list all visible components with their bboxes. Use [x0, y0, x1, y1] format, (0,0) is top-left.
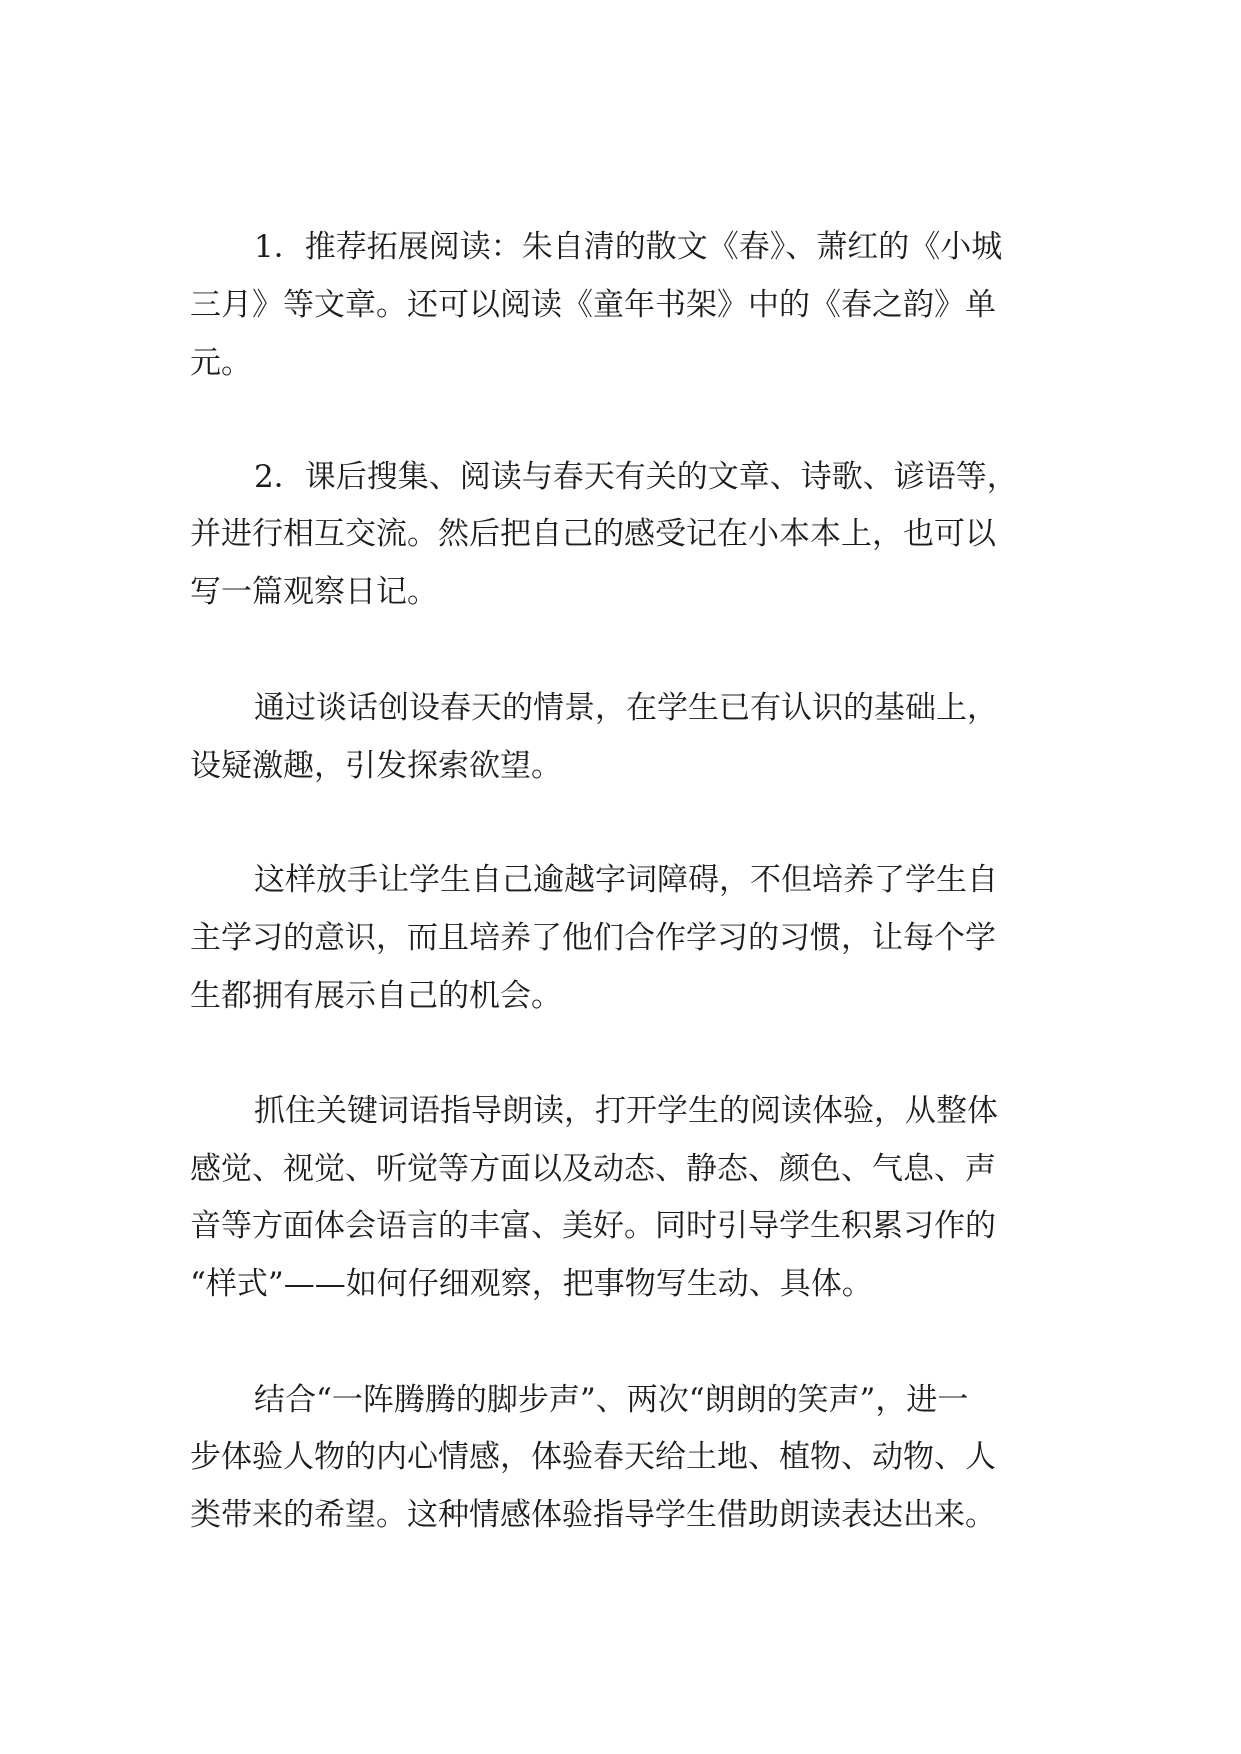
paragraph-line: 感觉、视觉、听觉等方面以及动态、静态、颜色、气息、声: [190, 1151, 996, 1187]
paragraph-line: 三月》等文章。还可以阅读《童年书架》中的《春之韵》单: [190, 287, 996, 323]
paragraph-line: 主学习的意识，而且培养了他们合作学习的习惯，让每个学: [190, 920, 996, 956]
paragraph-line: 结合“一阵腾腾的脚步声”、两次“朗朗的笑声”，进一: [254, 1382, 969, 1418]
paragraph-line: 并进行相互交流。然后把自己的感受记在小本本上，也可以: [190, 516, 996, 552]
paragraph-line: 步体验人物的内心情感，体验春天给土地、植物、动物、人: [190, 1439, 996, 1475]
paragraph-line: “样式”——如何仔细观察，把事物写生动、具体。: [190, 1266, 873, 1302]
paragraph-line: 抓住关键词语指导朗读，打开学生的阅读体验，从整体: [254, 1093, 998, 1129]
paragraph-line: 写一篇观察日记。: [190, 574, 438, 610]
paragraph-line: 通过谈话创设春天的情景，在学生已有认识的基础上，: [254, 690, 998, 726]
paragraph-line: 1．推荐拓展阅读：朱自清的散文《春》、萧红的《小城: [254, 229, 1003, 265]
paragraph-line: 设疑激趣，引发探索欲望。: [190, 748, 562, 784]
paragraph-line: 2．课后搜集、阅读与春天有关的文章、诗歌、谚语等，: [254, 459, 1018, 495]
paragraph-line: 音等方面体会语言的丰富、美好。同时引导学生积累习作的: [190, 1208, 996, 1244]
paragraph-line: 元。: [190, 345, 252, 381]
paragraph-line: 类带来的希望。这种情感体验指导学生借助朗读表达出来。: [190, 1497, 996, 1533]
paragraph-line: 这样放手让学生自己逾越字词障碍，不但培养了学生自: [254, 862, 998, 898]
paragraph-line: 生都拥有展示自己的机会。: [190, 978, 562, 1014]
